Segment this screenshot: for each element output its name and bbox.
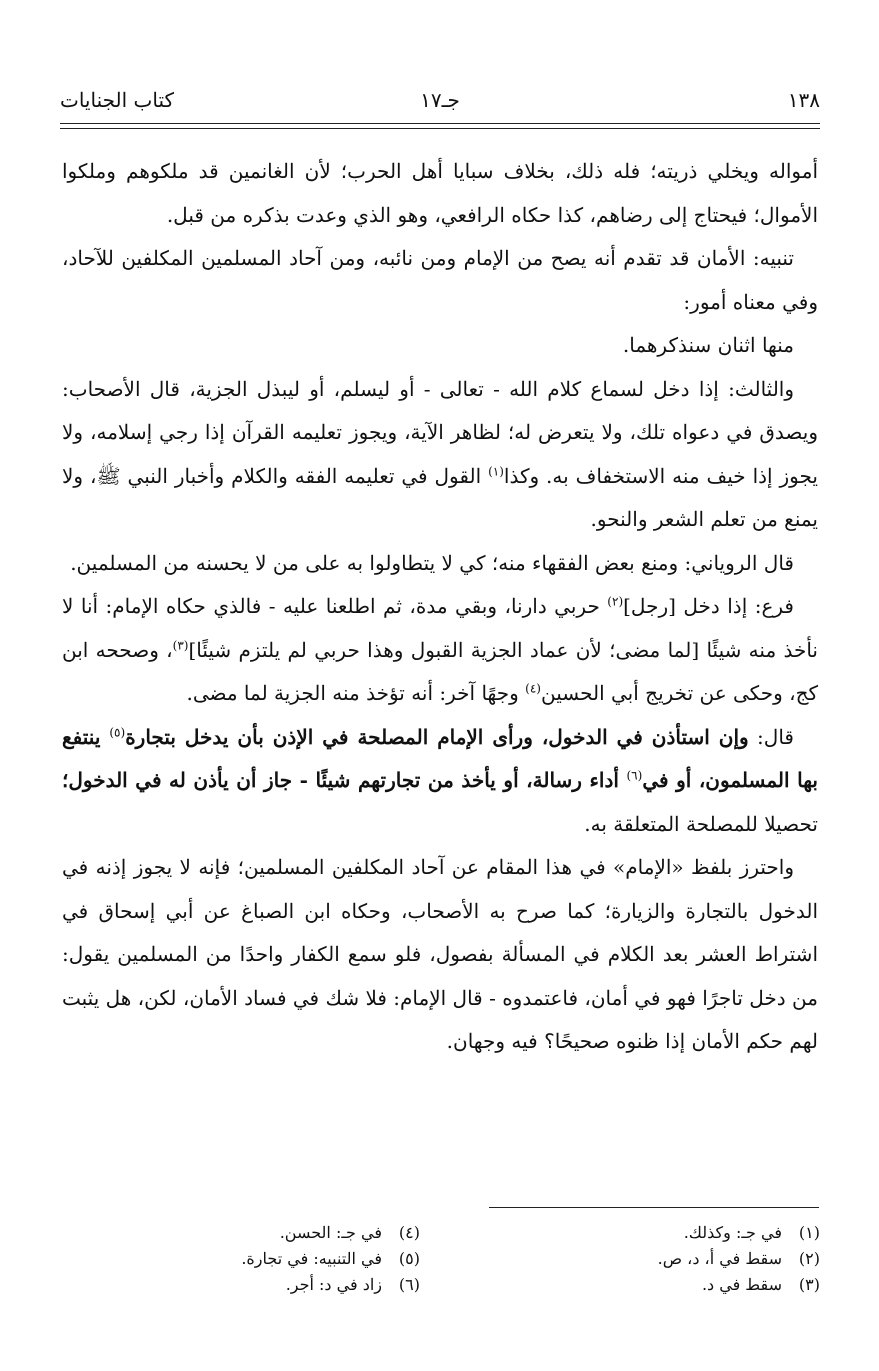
main-text — [62, 150, 818, 1064]
paragraph-6-text-b: حربي دارنا، وبقي مدة، ثم اطلعنا عليه - فالذي حكاه الإمام: أنا لا نأخذ منه شيئًا [لما مضى؛ لأن عماد الجزية القبول وهذا حربي لم يلتزم شيئًا] — [62, 594, 818, 662]
paragraph-6-text-a: فرع: إذا دخل [رجل] — [623, 594, 794, 618]
paragraph-4-text-b: القول في تعليمه الفقه والكلام وأخبار النبي ﷺ، ولا يمنع من تعلم الشعر والنحو. — [62, 463, 818, 531]
footnote-ref-5: (٥) — [109, 724, 126, 739]
book-title: كتاب الجنايات — [60, 88, 175, 112]
paragraph-7-bold-a: وإن استأذن في الدخول، ورأى الإمام المصلحة في الإذن بأن يدخل بتجارة — [125, 724, 749, 749]
paragraph-7 — [62, 716, 818, 847]
footnote-ref-4: (٤) — [525, 681, 541, 696]
footnotes-column-left — [80, 1220, 420, 1298]
volume-label: جـ١٧ — [420, 88, 460, 112]
footnote-6 — [80, 1272, 420, 1298]
footnote-number: (٤) — [398, 1223, 420, 1242]
footnote-ref-3: (٣) — [172, 637, 189, 652]
paragraph-7-bold-b: ينتفع بها المسلمون، أو في — [62, 724, 818, 792]
paragraph-7-lead: قال: — [748, 724, 794, 749]
paragraph-5: قال الروياني: ومنع بعض الفقهاء منه؛ كي لا يتطاولوا به على من لا يحسنه من المسلمين. — [70, 550, 794, 575]
paragraph-2: تنبيه: الأمان قد تقدم أنه يصح من الإمام ومن نائبه، ومن آحاد المسلمين المكلفين للآحاد، وفي معناه أمور: — [62, 246, 818, 314]
paragraph-6-text-d: وجهًا آخر: أنه تؤخذ منه الجزية لما مضى. — [186, 681, 526, 705]
footnote-number: (٣) — [798, 1275, 820, 1294]
paragraph-7-bold-c: أداء رسالة، أو يأخذ من تجارتهم شيئًا - جاز أن يأذن له في الدخول؛ — [62, 768, 627, 792]
paragraph-3: منها اثنان سنذكرهما. — [622, 333, 794, 357]
footnote-3 — [480, 1272, 820, 1298]
footnote-ref-6: (٦) — [626, 768, 643, 783]
paragraph-4 — [62, 368, 818, 542]
footnote-text: في جـ: الحسن. — [279, 1223, 382, 1242]
footnote-text: زاد في د: أجر. — [285, 1275, 382, 1294]
header-rule — [60, 123, 820, 124]
footnote-5 — [80, 1246, 420, 1272]
footnote-text: سقط في أ، د، ص. — [657, 1249, 782, 1268]
paragraph-1: أمواله ويخلي ذريته؛ فله ذلك، بخلاف سبايا أهل الحرب؛ لأن الغانمين قد ملكوهم وملكوا الأموال؛ فيحتاج إلى رضاهم، كذا حكاه الرافعي، وهو الذي وعدت بذكره من قبل. — [62, 159, 818, 227]
footnote-2 — [480, 1246, 820, 1272]
paragraph-6-text-c: ، وصححه ابن كج، وحكى عن تخريج أبي الحسين — [62, 637, 818, 705]
page-header — [60, 88, 820, 120]
footnote-text: سقط في د. — [701, 1275, 782, 1294]
footnote-number: (٢) — [798, 1249, 820, 1268]
paragraph-6 — [62, 585, 818, 716]
footnote-number: (٦) — [398, 1275, 420, 1294]
footnote-number: (٥) — [398, 1249, 420, 1268]
paragraph-7-text-d: تحصيلا للمصلحة المتعلقة به. — [584, 811, 818, 836]
footnote-separator — [489, 1207, 819, 1208]
page-number: ١٣٨ — [787, 88, 820, 112]
footnotes-column-right — [480, 1220, 820, 1298]
header-rule-double — [60, 128, 820, 129]
footnote-ref-2: (٢) — [607, 594, 624, 609]
footnote-1 — [480, 1220, 820, 1246]
footnote-text: في التنبيه: في تجارة. — [241, 1249, 382, 1268]
footnote-4 — [80, 1220, 420, 1246]
footnote-ref-1: (١) — [488, 463, 504, 478]
footnotes — [60, 1220, 820, 1320]
footnote-number: (١) — [798, 1223, 820, 1242]
paragraph-8: واحترز بلفظ «الإمام» في هذا المقام عن آحاد المكلفين المسلمين؛ فإنه لا يجوز إذنه في الدخول بالتجارة والزيارة؛ كما صرح به الأصحاب، وحكاه ابن الصباغ عن أبي إسحاق في اشتراط العشر بعد الكلام في المسألة بفصول، فلو سمع الكفار واحدًا من المسلمين يقول: من دخل تاجرًا فهو في أمان، فاعتمدوه - قال الإمام: فلا شك في فساد الأمان، لكن، هل يثبت لهم حكم الأمان إذا ظنوه صحيحًا؟ فيه وجهان. — [62, 855, 819, 1053]
paragraph-4-text-a: والثالث: إذا دخل لسماع كلام الله - تعالى - أو ليسلم، أو ليبذل الجزية، قال الأصحاب: ويصدق في دعواه تلك، ولا يتعرض له؛ لظاهر الآية، ويجوز تعليمه القرآن إذا رجي إسلامه، ولا يجوز إذا خيف منه الاستخفاف به. وكذا — [62, 376, 818, 488]
footnote-text: في جـ: وكذلك. — [683, 1223, 782, 1242]
